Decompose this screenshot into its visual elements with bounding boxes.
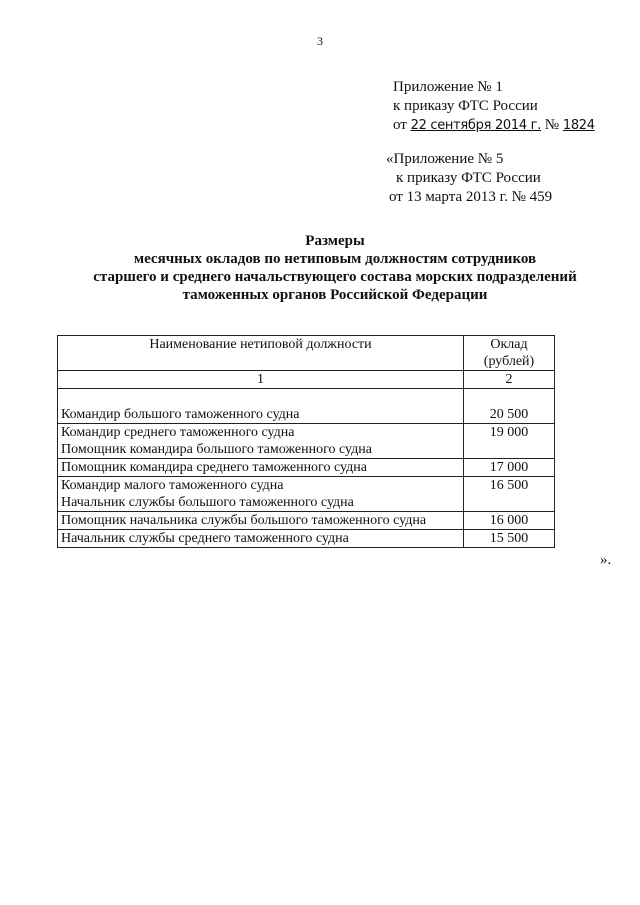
appendix-1-date: 22 сентября 2014 г. <box>410 118 542 133</box>
position-cell <box>58 477 464 512</box>
position-line: Помощник командира большого таможенного судна <box>61 442 372 457</box>
position-cell <box>58 459 464 477</box>
column-number-row <box>58 371 555 389</box>
column-number-1: 1 <box>58 371 464 389</box>
title-line-1: месячных окладов по нетиповым должностям сотрудников <box>133 251 537 267</box>
salary-value: 15 500 <box>489 531 529 546</box>
salary-table <box>57 335 555 548</box>
appendix-5-order: к приказу ФТС России <box>396 170 541 186</box>
position-line: Помощник начальника службы большого таможенного судна <box>61 513 427 528</box>
position-cell <box>58 530 464 548</box>
appendix-1-header <box>393 78 595 135</box>
appendix-1-order: к приказу ФТС России <box>393 98 538 114</box>
page-number: 3 <box>317 34 323 48</box>
position-cell <box>58 389 464 424</box>
salary-cell <box>464 459 555 477</box>
table-row <box>58 512 555 530</box>
salary-value: 16 500 <box>489 478 529 493</box>
salary-cell <box>464 530 555 548</box>
appendix-1-number: 1824 <box>562 118 595 133</box>
table-row <box>58 530 555 548</box>
title-line-2: старшего и среднего начальствующего состава морских подразделений <box>93 269 577 285</box>
column-number-2: 2 <box>464 371 555 389</box>
header-position-text: Наименование нетиповой должности <box>149 337 372 352</box>
position-line: Начальник службы среднего таможенного судна <box>61 531 349 546</box>
appendix-1-date-prefix: от <box>393 117 407 133</box>
salary-value: 19 000 <box>489 425 529 440</box>
header-salary-line-1: Оклад <box>490 337 528 352</box>
salary-cell <box>464 424 555 459</box>
appendix-1-title: Приложение № 1 <box>393 79 503 95</box>
appendix-1-number-label: № <box>544 117 560 133</box>
document-title <box>70 232 600 304</box>
title-line-3: таможенных органов Российской Федерации <box>182 287 488 303</box>
salary-value: 16 000 <box>489 513 529 528</box>
position-cell <box>58 424 464 459</box>
salary-value: 20 500 <box>489 407 529 422</box>
header-position <box>58 336 464 371</box>
salary-cell <box>464 389 555 424</box>
appendix-5-date: от 13 марта 2013 г. № 459 <box>389 189 553 205</box>
header-salary <box>464 336 555 371</box>
table-row <box>58 389 555 424</box>
appendix-1-date-line <box>393 116 595 135</box>
salary-cell <box>464 477 555 512</box>
title-heading: Размеры <box>305 233 365 249</box>
position-cell <box>58 512 464 530</box>
table-row <box>58 477 555 512</box>
position-line: Командир среднего таможенного судна <box>61 425 295 440</box>
table-row <box>58 459 555 477</box>
position-line: Командир малого таможенного судна <box>61 478 284 493</box>
table-row <box>58 424 555 459</box>
table-header-row <box>58 336 555 371</box>
position-line: Командир большого таможенного судна <box>61 407 300 422</box>
appendix-5-title: «Приложение № 5 <box>386 151 504 167</box>
header-salary-line-2: (рублей) <box>483 354 535 369</box>
position-line: Начальник службы большого таможенного судна <box>61 495 354 510</box>
closing-quote: ». <box>600 552 612 568</box>
position-line: Помощник командира среднего таможенного судна <box>61 460 367 475</box>
appendix-5-header <box>386 150 552 207</box>
salary-cell <box>464 512 555 530</box>
salary-value: 17 000 <box>489 460 529 475</box>
